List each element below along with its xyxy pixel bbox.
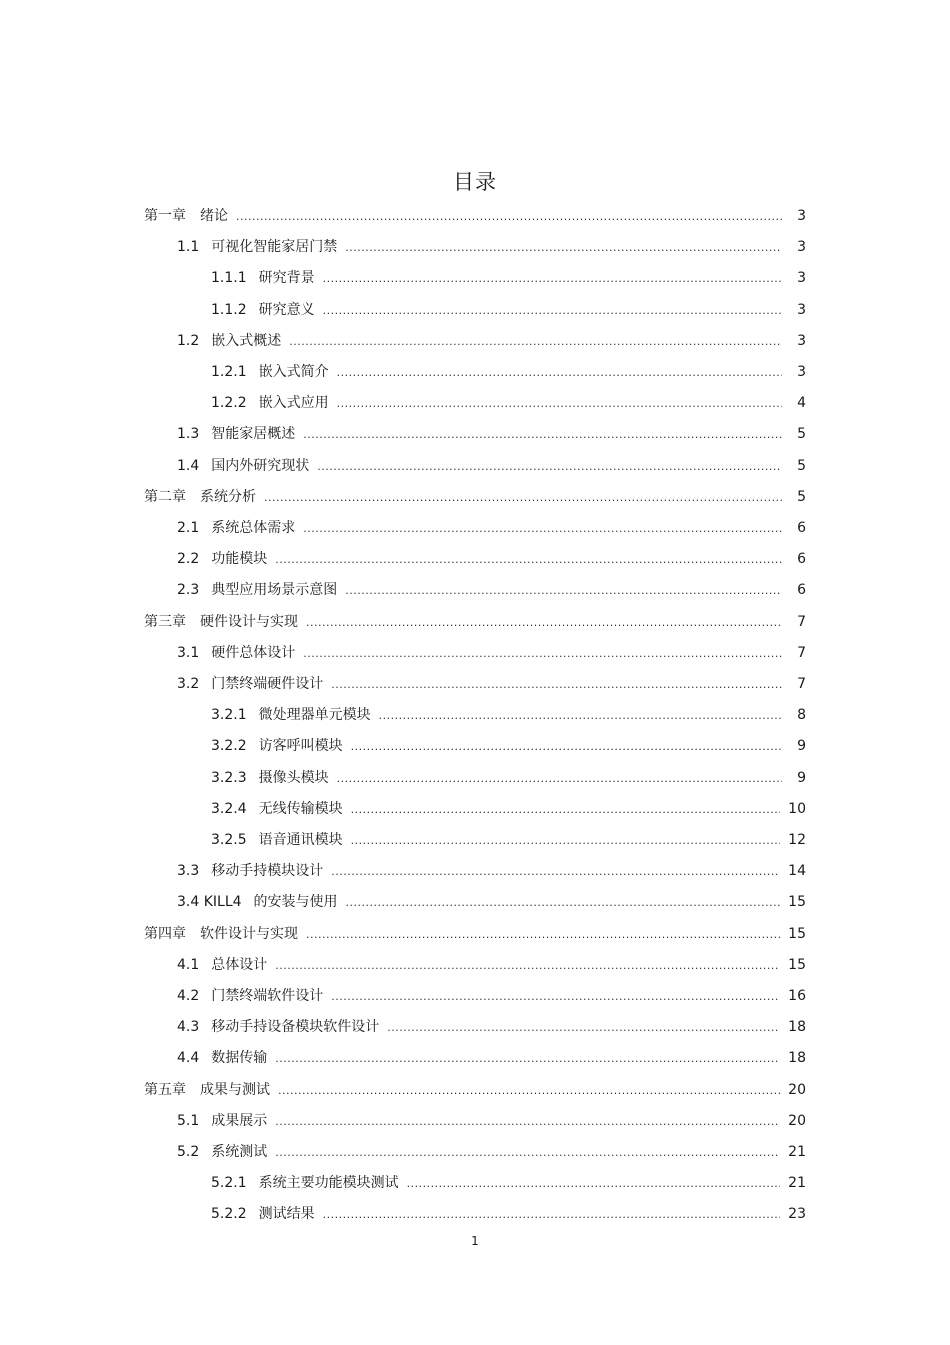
toc-entry-number: 4.4	[177, 1050, 200, 1067]
toc-leader-dots	[306, 923, 780, 947]
toc-entry[interactable]	[144, 922, 806, 946]
toc-title: 目录	[453, 170, 497, 194]
toc-leader-dots	[264, 486, 782, 510]
toc-entry-title: 总体设计	[211, 956, 268, 973]
toc-entry-title: 系统主要功能模块测试	[258, 1175, 399, 1192]
toc-entry[interactable]	[177, 578, 806, 602]
toc-entry-title: 典型应用场景示意图	[211, 582, 338, 599]
toc-leader-dots	[387, 1016, 780, 1040]
toc-entry-title: 移动手持模块设计	[211, 863, 324, 880]
toc-entry-number: 第一章	[144, 208, 186, 224]
toc-entry-number: 3.2.4	[211, 800, 247, 817]
toc-entry-number: 第四章	[144, 925, 186, 942]
toc-entry-page: 3	[797, 208, 806, 224]
toc-leader-dots	[351, 829, 781, 853]
toc-leader-dots	[345, 579, 782, 603]
toc-entry-number: 1.1.1	[211, 270, 247, 287]
toc-leader-dots	[345, 236, 782, 260]
toc-entry-title: 测试结果	[258, 1206, 315, 1223]
toc-entry-title: 无线传输模块	[258, 800, 343, 817]
toc-entry-number: 3.1	[177, 644, 200, 661]
toc-entry[interactable]	[177, 547, 806, 571]
toc-entry-number: 3.3	[177, 863, 200, 880]
toc-entry-title: 语音通讯模块	[258, 832, 343, 848]
toc-leader-dots	[323, 299, 782, 323]
toc-leader-dots	[346, 891, 781, 915]
toc-entry-title: 微处理器单元模块	[258, 707, 371, 724]
toc-leader-dots	[337, 767, 782, 791]
toc-entry-page: 8	[797, 707, 806, 724]
toc-leader-dots	[275, 1141, 780, 1165]
toc-entry-title: 硬件设计与实现	[200, 613, 298, 630]
toc-entry[interactable]	[177, 1046, 806, 1070]
toc-entry-number: 1.1.2	[211, 301, 247, 318]
toc-entry-page: 5	[797, 488, 806, 505]
toc-entry[interactable]	[177, 641, 806, 665]
toc-entry[interactable]	[177, 454, 806, 478]
toc-entry-page: 16	[788, 988, 806, 1004]
toc-entry-page: 15	[788, 956, 806, 973]
toc-entry-number: 3.2.2	[211, 738, 247, 755]
toc-entry-number: 2.1	[177, 520, 200, 536]
toc-entry[interactable]	[144, 204, 806, 228]
toc-leader-dots	[331, 985, 780, 1009]
toc-entry-title: 研究背景	[258, 270, 315, 287]
toc-entry-number: 第二章	[144, 488, 186, 505]
toc-leader-dots	[331, 860, 780, 884]
toc-entry-page: 6	[797, 551, 806, 568]
toc-entry-number: 1.4	[177, 457, 200, 474]
toc-leader-dots	[236, 205, 782, 229]
toc-entry-page: 18	[788, 1050, 806, 1067]
toc-entry-title: 智能家居概述	[211, 426, 296, 443]
toc-entry-page: 3	[797, 364, 806, 380]
toc-entry-page: 21	[788, 1175, 806, 1192]
toc-entry[interactable]	[211, 266, 806, 290]
toc-entry-page: 5	[797, 426, 806, 443]
toc-leader-dots	[303, 642, 782, 666]
toc-entry[interactable]	[211, 797, 806, 821]
toc-entry-page: 3	[797, 332, 806, 349]
toc-entry-number: 2.3	[177, 582, 200, 599]
toc-entry-page: 3	[797, 301, 806, 318]
toc-entry-title: 功能模块	[211, 551, 268, 568]
toc-entry-number: 4.3	[177, 1019, 200, 1036]
toc-entry-title: 成果展示	[211, 1112, 268, 1129]
toc-entry-number: 5.2	[177, 1144, 200, 1160]
toc-entry-number: 1.2	[177, 332, 200, 349]
toc-entry-title: 系统测试	[211, 1144, 268, 1160]
toc-entry[interactable]	[211, 703, 806, 727]
toc-entry-title: 移动手持设备模块软件设计	[211, 1019, 380, 1036]
toc-entry-number: 5.2.1	[211, 1175, 247, 1192]
toc-entry[interactable]	[144, 610, 806, 634]
toc-entry[interactable]	[211, 1171, 806, 1195]
toc-leader-dots	[278, 1079, 780, 1103]
toc-entry-title: 可视化智能家居门禁	[211, 239, 338, 256]
toc-entry-page: 6	[797, 520, 806, 536]
toc-entry-title: 硬件总体设计	[211, 644, 296, 661]
toc-leader-dots	[351, 798, 781, 822]
toc-leader-dots	[275, 548, 782, 572]
toc-leader-dots	[323, 1203, 781, 1227]
toc-entry[interactable]	[211, 391, 806, 415]
toc-entry-title: 研究意义	[258, 301, 315, 318]
toc-entry[interactable]	[211, 1202, 806, 1226]
toc-entry-number: 5.2.2	[211, 1206, 247, 1223]
toc-entry-number: 3.2.5	[211, 832, 247, 848]
toc-entry-page: 23	[788, 1206, 806, 1223]
toc-entry-page: 10	[788, 800, 806, 817]
toc-entry-page: 14	[788, 863, 806, 880]
toc-entry-title: 嵌入式概述	[211, 332, 282, 349]
toc-entry-page: 12	[788, 832, 806, 848]
toc-leader-dots	[275, 954, 780, 978]
toc-entry-page: 20	[788, 1081, 806, 1098]
toc-leader-dots	[337, 361, 782, 385]
toc-entry-title: 摄像头模块	[258, 769, 329, 786]
toc-leader-dots	[351, 735, 782, 759]
toc-entry-page: 15	[788, 925, 806, 942]
toc-entry-title: 绪论	[200, 208, 228, 224]
toc-entry[interactable]	[177, 859, 806, 883]
toc-leader-dots	[379, 704, 782, 728]
toc-leader-dots	[275, 1047, 780, 1071]
toc-entry-title: 嵌入式应用	[258, 395, 329, 412]
toc-entry-number: 4.1	[177, 956, 200, 973]
toc-entry-number: 第三章	[144, 613, 186, 630]
toc-entry[interactable]	[177, 516, 806, 540]
toc-entry-number: 3.4 KILL4	[177, 894, 242, 911]
toc-entry[interactable]	[144, 485, 806, 509]
toc-entry-page: 7	[797, 644, 806, 661]
toc-leader-dots	[306, 611, 782, 635]
toc-entry[interactable]	[177, 329, 806, 353]
toc-entry-page: 7	[797, 676, 806, 692]
toc-entry[interactable]	[177, 1140, 806, 1164]
toc-entry-number: 5.1	[177, 1112, 200, 1129]
toc-entry-number: 4.2	[177, 988, 200, 1004]
toc-entry-page: 3	[797, 239, 806, 256]
toc-leader-dots	[337, 392, 782, 416]
toc-leader-dots	[331, 673, 782, 697]
toc-leader-dots	[303, 517, 782, 541]
toc-entry[interactable]	[211, 828, 806, 852]
toc-entry-number: 1.2.1	[211, 364, 247, 380]
toc-entry-page: 9	[797, 738, 806, 755]
toc-entry[interactable]	[177, 1015, 806, 1039]
toc-entry[interactable]	[177, 984, 806, 1008]
toc-leader-dots	[303, 423, 782, 447]
toc-entry-page: 6	[797, 582, 806, 599]
toc-entry-page: 20	[788, 1112, 806, 1129]
toc-entry-title: 系统总体需求	[211, 520, 296, 536]
toc-entry-number: 1.3	[177, 426, 200, 443]
toc-leader-dots	[323, 267, 782, 291]
toc-entry-title: 成果与测试	[200, 1081, 270, 1098]
toc-entry[interactable]	[177, 890, 806, 914]
toc-entry[interactable]	[177, 235, 806, 259]
toc-entry-title: 系统分析	[200, 488, 256, 505]
toc-entry-page: 5	[797, 457, 806, 474]
toc-entry-title: 的安装与使用	[253, 894, 338, 911]
toc-entry-title: 软件设计与实现	[200, 925, 298, 942]
toc-entry-page: 21	[788, 1144, 806, 1160]
toc-entry-page: 15	[788, 894, 806, 911]
toc-entry-page: 4	[797, 395, 806, 412]
toc-entry[interactable]	[177, 953, 806, 977]
toc-leader-dots	[317, 455, 782, 479]
toc-entry-page: 9	[797, 769, 806, 786]
toc-entry[interactable]	[144, 1078, 806, 1102]
toc-entry[interactable]	[211, 298, 806, 322]
toc-entry-title: 国内外研究现状	[211, 457, 310, 474]
toc-entry[interactable]	[211, 360, 806, 384]
toc-leader-dots	[407, 1172, 781, 1196]
toc-entry-number: 3.2	[177, 676, 200, 692]
toc-entry-number: 1.1	[177, 239, 200, 256]
toc-entry-page: 7	[797, 613, 806, 630]
toc-entry[interactable]	[211, 766, 806, 790]
toc-leader-dots	[289, 330, 782, 354]
toc-entry-page: 18	[788, 1019, 806, 1036]
toc-entry[interactable]	[177, 672, 806, 696]
toc-entry-title: 门禁终端软件设计	[211, 988, 324, 1004]
toc-entry[interactable]	[177, 422, 806, 446]
toc-entry-page: 3	[797, 270, 806, 287]
toc-entry-number: 3.2.3	[211, 769, 247, 786]
toc-entry-number: 第五章	[144, 1081, 186, 1098]
toc-entry[interactable]	[177, 1109, 806, 1133]
page-number: 1	[471, 1234, 479, 1248]
toc-entry-title: 访客呼叫模块	[258, 738, 343, 755]
toc-entry-title: 数据传输	[211, 1050, 268, 1067]
toc-entry[interactable]	[211, 734, 806, 758]
toc-entry-title: 嵌入式简介	[258, 364, 329, 380]
toc-leader-dots	[275, 1110, 780, 1134]
toc-entry-number: 2.2	[177, 551, 200, 568]
toc-entry-number: 1.2.2	[211, 395, 247, 412]
toc-entry-number: 3.2.1	[211, 707, 247, 724]
toc-entry-title: 门禁终端硬件设计	[211, 676, 324, 692]
